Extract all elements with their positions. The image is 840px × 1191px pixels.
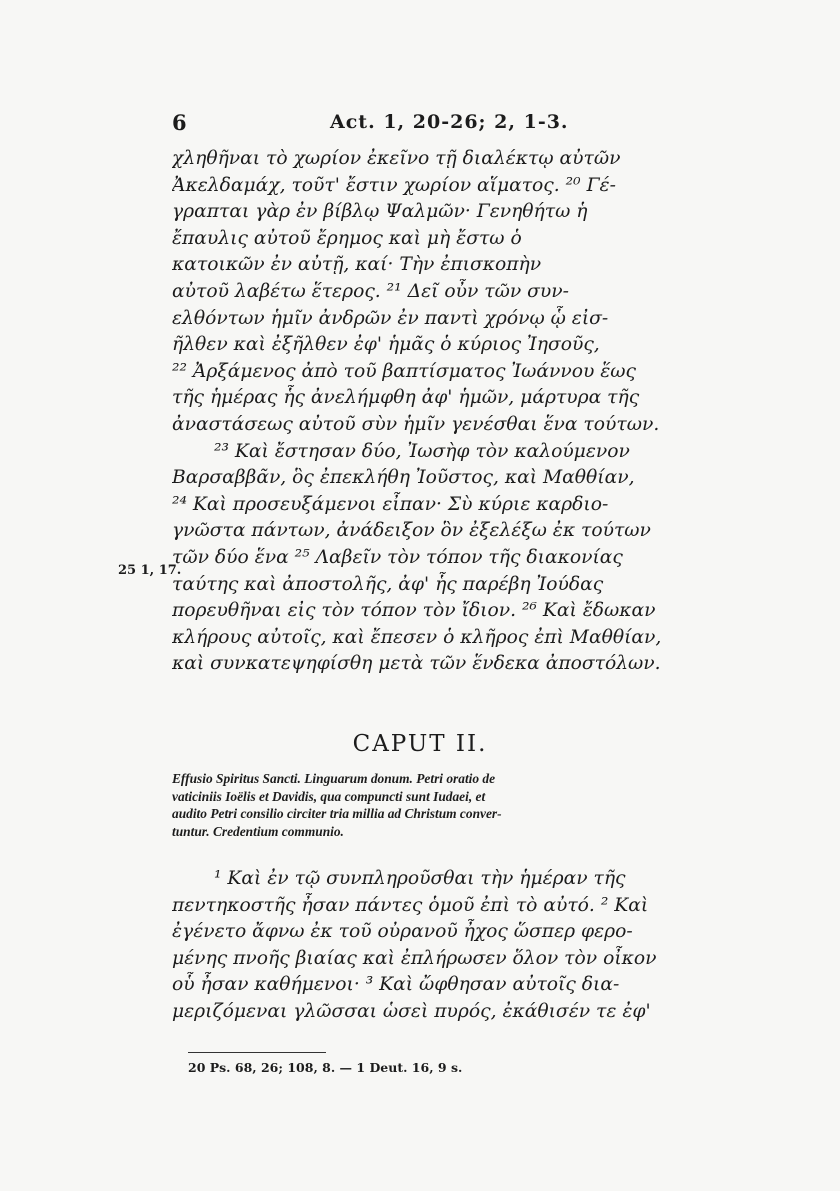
text-line: Ἀκελδαμάχ, τοῦτ' ἔστιν χωρίον αἵματος. ²⁰ Γέ-	[172, 174, 616, 196]
text-line: Βαρσαββᾶν, ὃς ἐπεκλήθη Ἰοῦστος, καὶ Μαθθίαν,	[172, 467, 635, 489]
text-line: πεντηκοστῆς ἦσαν πάντες ὁμοῦ ἐπὶ τὸ αὐτό. ² Καὶ	[172, 894, 649, 916]
text-line: τῆς ἡμέρας ἧς ἀνελήμφθη ἀφ' ἡμῶν, μάρτυρα τῆς	[172, 387, 640, 409]
text-line: ἐγένετο ἄφνω ἐκ τοῦ οὐρανοῦ ἦχος ὥσπερ φερο-	[172, 921, 633, 943]
text-line: κλήρους αὐτοῖς, καὶ ἔπεσεν ὁ κλῆρος ἐπὶ Μαθθίαν,	[172, 626, 662, 648]
text-line: μένης πνοῆς βιαίας καὶ ἐπλήρωσεν ὅλον τὸν οἶκον	[172, 947, 657, 969]
margin-cross-reference: 25 1, 17.	[118, 563, 182, 578]
page-number: 6	[172, 110, 187, 135]
text-line: οὗ ἦσαν καθήμενοι· ³ Καὶ ὤφθησαν αὐτοῖς δια-	[172, 974, 620, 996]
main-text-block	[172, 146, 712, 678]
text-line: ²⁴ Καὶ προσευξάμενοι εἶπαν· Σὺ κύριε καρδιο-	[172, 493, 609, 515]
text-line: πορευθῆναι εἰς τὸν τόπον τὸν ἴδιον. ²⁶ Καὶ ἔδωκαν	[172, 600, 656, 622]
chapter-text-block	[172, 866, 712, 1026]
chapter-title: CAPUT II.	[352, 731, 488, 757]
text-line: ἔπαυλις αὐτοῦ ἔρημος καὶ μὴ ἔστω ὁ	[172, 227, 522, 249]
text-line: τῶν δύο ἕνα ²⁵ Λαβεῖν τὸν τόπον τῆς διακονίας	[172, 546, 623, 568]
running-head: Act. 1, 20-26; 2, 1-3.	[330, 111, 569, 133]
text-line: ελθόντων ἡμῖν ἀνδρῶν ἐν παντὶ χρόνῳ ᾧ εἰσ-	[172, 307, 609, 329]
text-line: ῆλθεν καὶ ἐξῆλθεν ἐφ' ἡμᾶς ὁ κύριος Ἰησοῦς,	[172, 334, 600, 356]
text-line: αὐτοῦ λαβέτω ἕτερος. ²¹ Δεῖ οὖν τῶν συν-	[172, 280, 569, 302]
summary-line: audito Petri consilio circiter tria millia ad Christum conver-	[172, 806, 502, 822]
text-line: ταύτης καὶ ἀποστολῆς, ἀφ' ἧς παρέβη Ἰούδας	[172, 573, 604, 595]
summary-line: vaticiniis Ioëlis et Davidis, qua compuncti sunt Iudaei, et	[172, 788, 486, 804]
text-line: γνῶστα πάντων, ἀνάδειξον ὃν ἐξελέξω ἐκ τούτων	[172, 520, 651, 542]
text-line: χληθῆναι τὸ χωρίον ἐκεῖνο τῇ διαλέκτῳ αὐτῶν	[172, 148, 621, 169]
chapter-summary	[172, 770, 712, 840]
text-line: κατοικῶν ἐν αὐτῇ, καί· Τὴν ἐπισκοπὴν	[172, 254, 542, 276]
text-line: μεριζόμεναι γλῶσσαι ὡσεὶ πυρός, ἐκάθισέν τε ἐφ'	[172, 1000, 651, 1022]
text-line: καὶ συνκατεψηφίσθη μετὰ τῶν ἕνδεκα ἀποστόλων.	[172, 653, 661, 675]
footnote-divider	[188, 1052, 326, 1053]
summary-line: Effusio Spiritus Sancti. Linguarum donum. Petri oratio de	[172, 771, 496, 786]
text-line: ²³ Καὶ ἔστησαν δύο, Ἰωσὴφ τὸν καλούμενον	[214, 440, 630, 462]
text-line: ²² Ἀρξάμενος ἀπὸ τοῦ βαπτίσματος Ἰωάννου ἕως	[172, 360, 636, 382]
text-line: ¹ Καὶ ἐν τῷ συνπληροῦσθαι τὴν ἡμέραν τῆς	[214, 868, 626, 889]
footnote: 20 Ps. 68, 26; 108, 8. — 1 Deut. 16, 9 s.	[188, 1060, 463, 1075]
summary-line: tuntur. Credentium communio.	[172, 823, 344, 839]
text-line: ἀναστάσεως αὐτοῦ σὺν ἡμῖν γενέσθαι ἕνα τούτων.	[172, 413, 660, 435]
text-line: γραπται γὰρ ἐν βίβλῳ Ψαλμῶν· Γενηθήτω ἡ	[172, 201, 588, 223]
